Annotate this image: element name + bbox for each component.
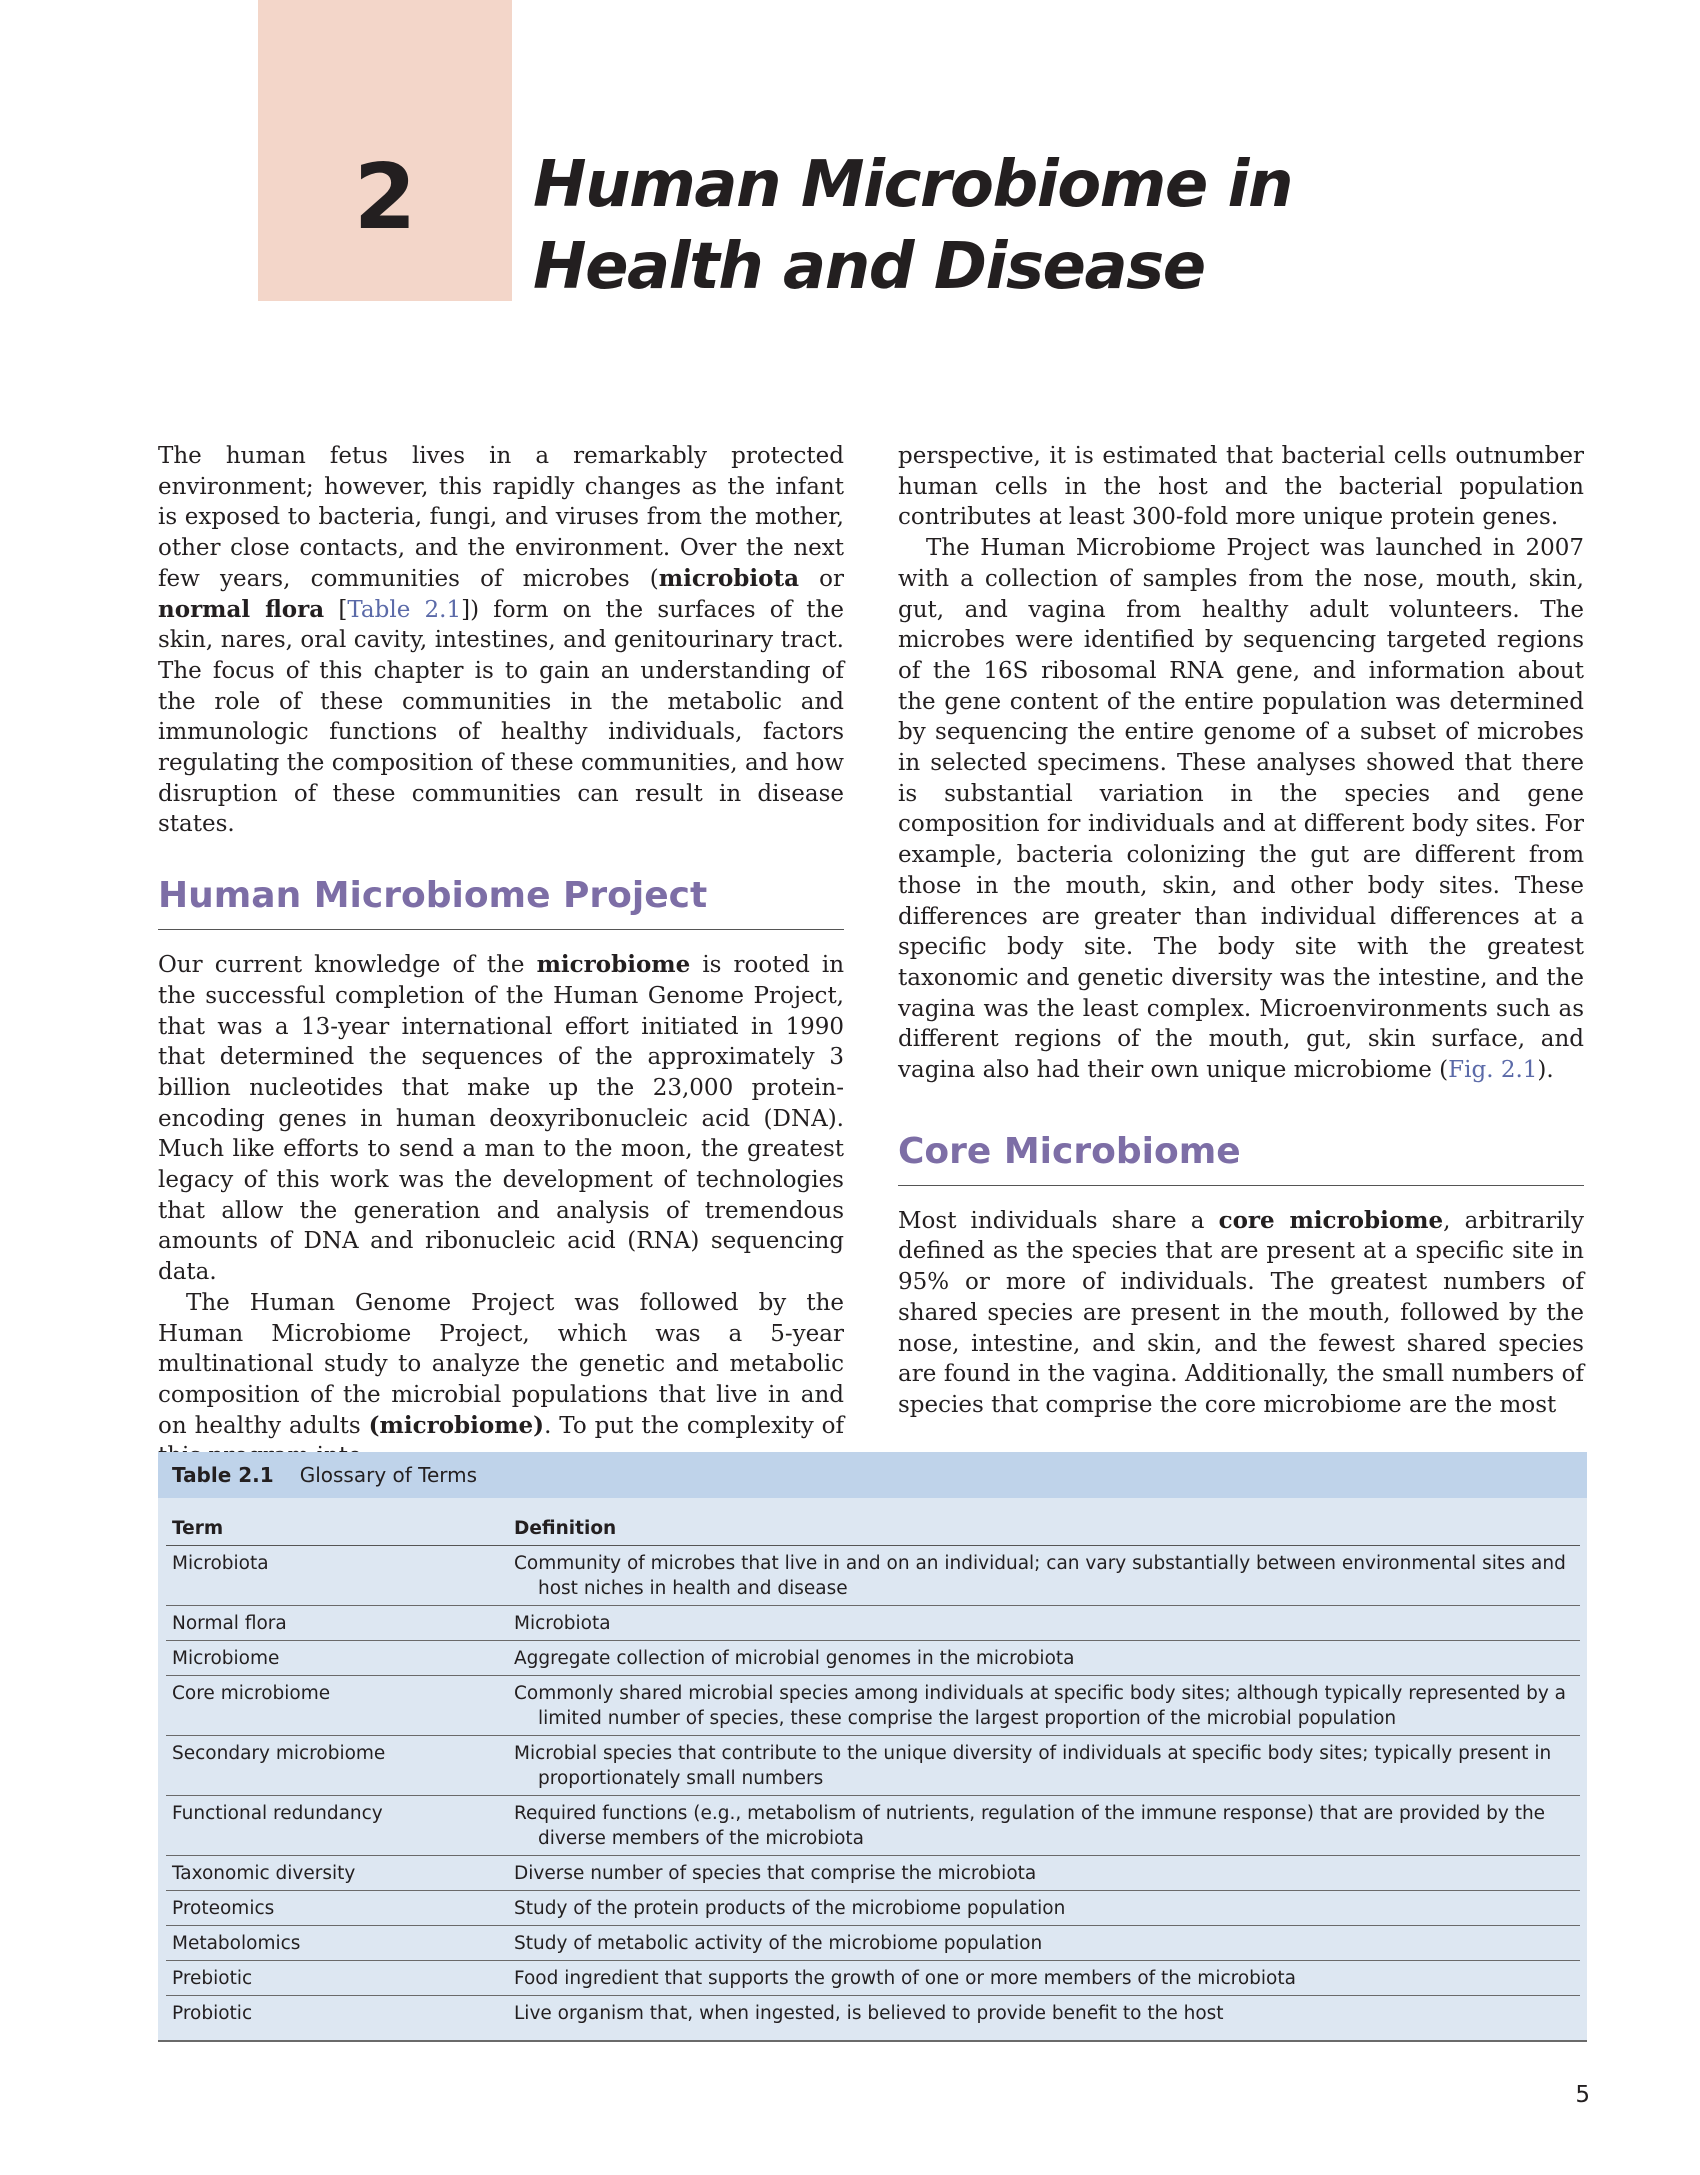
term-cell: Secondary microbiome [166,1736,508,1796]
text-run: ]) form on the surfaces of the skin, nares, oral cavity, intestines, and genitourinary tract. The focus of this chapter is to gain an understanding of the role of these communities in the metabolic and immunologic functions of healthy individuals, factors regulating the composition of these communities, and how disruption of these communities can result in disease states. [158,596,844,838]
table-row [166,1856,1580,1891]
definition-text: Diverse number of species that comprise the microbiota [514,1863,1037,1884]
definition-cell [508,1856,1580,1891]
table-row [166,1996,1580,2031]
definition-text: Microbiota [514,1613,611,1634]
table-caption-text: Glossary of Terms [299,1463,478,1487]
chapter-number: 2 [353,145,417,250]
term-cell: Proteomics [166,1891,508,1926]
term-cell: Core microbiome [166,1676,508,1736]
definition-cell [508,1676,1580,1736]
definition-text: Live organism that, when ingested, is believed to provide benefit to the host [514,2003,1224,2024]
term-cell: Microbiota [166,1546,508,1606]
table-row [166,1606,1580,1641]
definition-text: Commonly shared microbial species among individuals at specific body sites; although typically represented by a limited number of species, these comprise the largest proportion of the microbial population [514,1683,1567,1729]
table-row [166,1676,1580,1736]
definition-cell [508,1736,1580,1796]
term-cell: Microbiome [166,1641,508,1676]
right-column [898,441,1584,1421]
text-run: Our current knowledge of the [158,952,537,979]
table-header-row [166,1506,1580,1546]
table-row [166,1891,1580,1926]
column-header-term: Term [166,1506,508,1546]
figure-reference-link[interactable]: Fig. 2.1 [1448,1057,1538,1084]
definition-text: Study of the protein products of the microbiome population [514,1898,1066,1919]
text-run: The human fetus lives in a remarkably protected environment; however, this rapidly changes as the infant is exposed to bacteria, fungi, and viruses from the mother, other close contacts, and the environment. Over the next few years, communities of microbes ( [158,443,844,592]
definition-cell [508,1796,1580,1856]
column-header-definition: Definition [508,1506,1580,1546]
definition-text: Food ingredient that supports the growth of one or more members of the microbiota [514,1968,1296,1989]
definition-cell [508,1641,1580,1676]
table-row [166,1926,1580,1961]
table-bottom-rule [158,2030,1587,2042]
term-cell: Normal flora [166,1606,508,1641]
glossary-table-body [166,1506,1580,2030]
term-cell: Prebiotic [166,1961,508,1996]
text-run: The Human Genome Project was followed by the Human Microbiome Project, which was a 5-year multinational study to analyze the genetic and metabolic composition of the microbial populations that live in and on healthy adults [158,1289,844,1439]
table-row [166,1736,1580,1796]
body-paragraph [158,1288,844,1472]
term-core-microbiome: core microbiome [1218,1206,1444,1234]
definition-cell [508,1546,1580,1606]
term-cell: Probiotic [172,2003,253,2024]
term-microbiota: microbiota [658,564,799,592]
definition-cell [508,1961,1580,1996]
definition-text: Aggregate collection of microbial genomes in the microbiota [514,1648,1075,1669]
section-heading-core-microbiome: Core Microbiome [898,1128,1584,1186]
definition-text: Community of microbes that live in and on an individual; can vary substantially between environmental sites and host niches in health and disease [514,1553,1566,1599]
definition-cell [508,1891,1580,1926]
table-row [166,1546,1580,1606]
table-row [166,1961,1580,1996]
text-run: , arbitrarily defined as the species that are present at a specific site in 95% or more of individuals. The greatest numbers of shared species are present in the mouth, followed by the nose, intestine, and skin, and the fewest shared species are found in the vagina. Additionally, the small numbers of species that comprise the core microbiome are the most [898,1207,1585,1418]
body-paragraph: perspective, it is estimated that bacterial cells outnumber human cells in the host and the bacterial population contributes at least 300-fold more unique protein genes. [898,443,1584,531]
term-cell: Metabolomics [166,1926,508,1961]
definition-text: Study of metabolic activity of the microbiome population [514,1933,1043,1954]
table-reference-link[interactable]: Table 2.1 [347,596,462,623]
definition-text: Required functions (e.g., metabolism of nutrients, regulation of the immune response) that are provided by the diverse members of the microbiota [514,1803,1546,1849]
table-label: Table 2.1 [172,1463,274,1487]
definition-text: Microbial species that contribute to the unique diversity of individuals at specific body sites; typically present in proportionately small numbers [514,1743,1552,1789]
page-number: 5 [1575,2082,1590,2108]
table-caption [158,1452,1587,1498]
table-row [166,1796,1580,1856]
glossary-table [158,1452,1587,2042]
left-column [158,441,844,1472]
term-normal-flora: normal flora [158,595,325,623]
term-microbiome: microbiome [536,951,691,979]
body-paragraph [898,1206,1584,1421]
text-run: or [799,565,845,592]
definition-cell [508,1926,1580,1961]
definition-cell [508,1996,1580,2031]
body-paragraph [898,533,1584,1086]
chapter-title: Human Microbiome in Health and Disease [533,148,1293,304]
text-run: [ [324,596,348,623]
term-microbiome-bold: (microbiome) [368,1411,545,1439]
section-heading-human-microbiome-project: Human Microbiome Project [158,872,844,930]
text-run: Most individuals share a [898,1207,1219,1234]
text-run: ). [1537,1057,1554,1084]
text-run: . To put the complexity of [544,1412,844,1439]
term-cell: Functional redundancy [166,1796,508,1856]
text-run: The Human Microbiome Project was launched in 2007 with a collection of samples from the nose, mouth, skin, gut, and vagina from healthy adult volunteers. The microbes were identified by sequencing targeted regions of the 16S ribosomal RNA gene, and information about the gene content of the entire population was determined by sequencing the entire genome of a subset of microbes in selected specimens. These analyses showed that there is substantial variation in the species and gene composition for individuals and at different body sites. For example, bacteria colonizing the gut are different from those in the mouth, skin, and other body sites. These differences are greater than individual differences at a specific body site. The body site with the greatest taxonomic and genetic diversity was the intestine, and the vagina was the least complex. Microenvironments such as different regions of the mouth, gut, skin surface, and vagina also had their own unique microbiome ( [898,535,1584,1084]
table-row [166,1641,1580,1676]
body-paragraph [158,950,844,1288]
intro-paragraph [158,441,844,840]
term-cell: Taxonomic diversity [166,1856,508,1891]
text-run: is rooted in the successful completion of the Human Genome Project, that was a 13-year international effort initiated in 1990 that determined the sequences of the approximately 3 billion nucleotides that make up the 23,000 protein-encoding genes in human deoxyribonucleic acid (DNA). Much like efforts to send a man to the moon, the greatest legacy of this work was the development of technologies that allow the generation and analysis of tremendous amounts of DNA and ribonucleic acid (RNA) sequencing data. [158,952,845,1286]
definition-cell [508,1606,1580,1641]
